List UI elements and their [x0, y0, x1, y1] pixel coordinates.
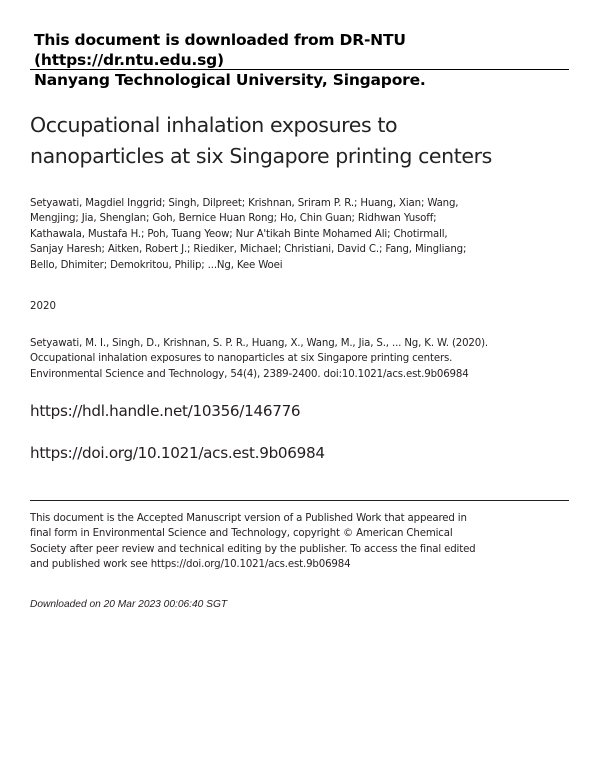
author-line: Sanjay Haresh; Aitken, Robert J.; Riediker, Michael; Christiani, David C.; Fang, Mingliang; [30, 244, 467, 256]
citation [30, 336, 510, 382]
citation-line: Occupational inhalation exposures to nanoparticles at six Singapore printing centers. [30, 353, 453, 365]
document-title [30, 110, 550, 172]
title-line: Occupational inhalation exposures to [30, 113, 398, 137]
notice-line: Society after peer review and technical editing by the publisher. To access the final edited [30, 543, 476, 555]
notice-line: final form in Environmental Science and Technology, copyright © American Chemical [30, 528, 453, 540]
section-divider [30, 500, 569, 501]
header-source-line: This document is downloaded from DR-NTU (https://dr.ntu.edu.sg) [34, 31, 406, 69]
citation-line: Environmental Science and Technology, 54(4), 2389-2400. doi:10.1021/acs.est.9b06984 [30, 368, 469, 380]
author-line: Setyawati, Magdiel Inggrid; Singh, Dilpreet; Krishnan, Sriram P. R.; Huang, Xian; Wang, [30, 198, 459, 209]
manuscript-notice [30, 511, 500, 573]
download-timestamp: Downloaded on 20 Mar 2023 00:06:40 SGT [30, 599, 228, 610]
header-divider [30, 69, 569, 70]
notice-line: This document is the Accepted Manuscript version of a Published Work that appeared in [30, 513, 467, 524]
handle-link[interactable]: https://hdl.handle.net/10356/146776 [30, 402, 301, 420]
header-institution-line: Nanyang Technological University, Singapore. [34, 71, 426, 89]
author-line: Bello, Dhimiter; Demokritou, Philip; ...Ng, Kee Woei [30, 259, 283, 271]
doi-link[interactable]: https://doi.org/10.1021/acs.est.9b06984 [30, 444, 325, 462]
publication-year: 2020 [30, 301, 56, 312]
author-list [30, 196, 490, 273]
repository-header [34, 30, 569, 90]
citation-line: Setyawati, M. I., Singh, D., Krishnan, S. P. R., Huang, X., Wang, M., Jia, S., ... Ng, K. W. (2020). [30, 338, 489, 349]
author-line: Mengjing; Jia, Shenglan; Goh, Bernice Huan Rong; Ho, Chin Guan; Ridhwan Yusoff; [30, 213, 437, 225]
notice-line: and published work see https://doi.org/10.1021/acs.est.9b06984 [30, 559, 351, 571]
author-line: Kathawala, Mustafa H.; Poh, Tuang Yeow; Nur A'tikah Binte Mohamed Ali; Chotirmall, [30, 228, 448, 240]
title-line: nanoparticles at six Singapore printing centers [30, 144, 492, 168]
